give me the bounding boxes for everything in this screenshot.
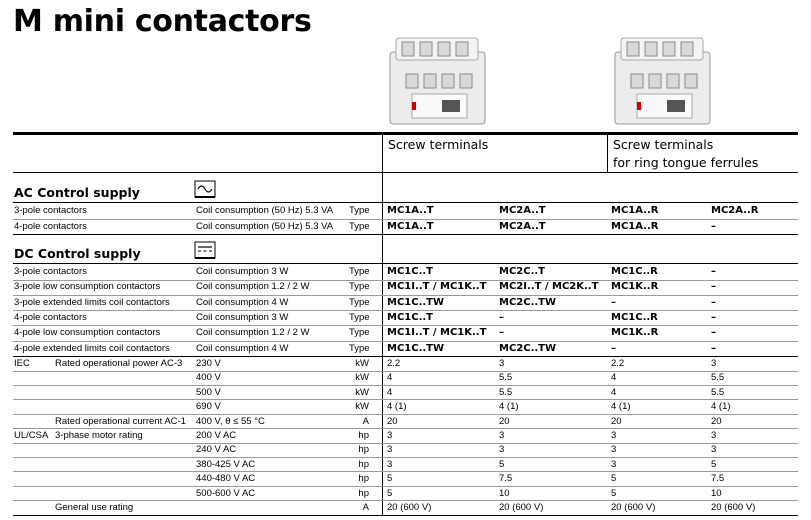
header-rule [13,132,798,135]
cell-mc1-ring: 2.2 [611,358,625,369]
row-label: 3-pole low consumption contactors [14,281,161,293]
row-rule [13,515,798,516]
cell-mc2-ring: 5 [711,458,717,470]
table-row [0,472,811,486]
section-dc-title: DC Control supply [14,246,141,261]
table-row [0,429,811,443]
cell-mc1-screw: MC1A..T [387,220,434,232]
cell-mc1-screw: MC1A..T [387,205,434,216]
cell-mc1-ring: MC1K..R [611,281,659,293]
table-row [0,296,811,310]
cell-mc1-screw: 3 [387,458,393,470]
cell-mc2-screw: 5.5 [499,372,513,384]
cell-mc2-ring: – [711,296,716,308]
row-label: Rated operational power AC-3 [55,358,183,369]
row-description: Coil consumption (50 Hz) 5.3 VA [196,220,334,232]
cell-mc2-ring: – [711,281,716,293]
cell-mc2-screw: – [499,311,504,323]
table-row [0,458,811,472]
cell-mc1-screw: MC1C..TW [387,342,445,354]
cell-mc1-ring: 3 [611,430,617,441]
table-row [0,311,811,325]
table-row [0,342,811,356]
cell-mc2-ring: – [711,311,716,323]
cell-mc1-ring: 5 [611,473,617,485]
cell-mc1-screw: MC1I..T / MC1K..T [387,281,487,293]
row-description: 240 V AC [196,444,237,456]
cell-mc2-screw: 3 [499,358,505,369]
row-unit: Type [349,281,370,293]
cell-mc2-screw: 3 [499,430,505,441]
cell-mc1-ring: MC1A..R [611,205,659,216]
table-row [0,280,811,294]
cell-mc2-ring: – [711,266,716,277]
row-description: 200 V AC [196,430,237,441]
row-unit: kW [355,358,369,369]
ac-waveform-icon [193,178,219,202]
row-unit: Type [349,342,370,354]
row-label: 4-pole extended limits coil contactors [14,342,170,354]
contactor-ring-terminal-image [607,30,717,130]
cell-mc1-screw: 4 [387,372,393,384]
row-unit: kW [355,372,369,384]
row-unit: hp [358,430,369,441]
table-row [0,220,811,234]
cell-mc2-screw: 3 [499,444,505,456]
row-label: 3-phase motor rating [55,430,143,441]
cell-mc2-screw: 5.5 [499,386,513,398]
row-description: 500 V [196,386,221,398]
row-description: 400 V [196,372,221,384]
cell-mc1-screw: 20 (600 V) [387,502,432,513]
cell-mc1-ring: 3 [611,458,617,470]
cell-mc2-screw: MC2I..T / MC2K..T [499,281,599,293]
row-description: 440-480 V AC [196,473,256,485]
header-bottom-rule [13,172,798,173]
row-description: Coil consumption 4 W [196,296,289,308]
row-description: 230 V [196,358,221,369]
cell-mc2-ring: 5.5 [711,386,725,398]
table-row [0,204,811,218]
cell-mc2-screw: MC2C..TW [499,296,557,308]
cell-mc1-ring: MC1C..R [611,311,658,323]
cell-mc2-ring: – [711,220,716,232]
row-description: 690 V [196,401,221,413]
row-label: 3-pole contactors [14,266,87,277]
row-label: 3-pole contactors [14,205,87,216]
row-unit: kW [355,386,369,398]
row-unit: hp [358,444,369,456]
cell-mc1-screw: MC1I..T / MC1K..T [387,327,487,339]
table-row [0,443,811,457]
dc-supply-icon [193,239,219,263]
row-label: 4-pole contactors [14,220,87,232]
cell-mc1-ring: 4 [611,372,617,384]
cell-mc2-screw: MC2C..TW [499,342,557,354]
cell-mc2-screw: 20 (600 V) [499,502,544,513]
row-standard: UL/CSA [14,430,49,441]
cell-mc1-screw: 4 (1) [387,401,407,413]
table-row [0,386,811,400]
cell-mc1-ring: – [611,342,616,354]
cell-mc1-ring: MC1A..R [611,220,659,232]
row-description: Coil consumption (50 Hz) 5.3 VA [196,205,334,216]
row-unit: hp [358,487,369,499]
row-unit: hp [358,458,369,470]
row-description: 500-600 V AC [196,487,256,499]
cell-mc1-screw: MC1C..TW [387,296,445,308]
cell-mc1-ring: 20 [611,415,622,427]
cell-mc1-ring: MC1K..R [611,327,659,339]
cell-mc2-screw: 10 [499,487,510,499]
cell-mc2-ring: 5.5 [711,372,725,384]
cell-mc1-screw: MC1C..T [387,266,434,277]
cell-mc1-ring: 20 (600 V) [611,502,656,513]
cell-mc2-ring: 20 [711,415,722,427]
cell-mc2-ring: 3 [711,358,717,369]
row-description: 400 V, θ ≤ 55 °C [196,415,265,427]
section-ac-title: AC Control supply [14,185,140,200]
row-label: 4-pole contactors [14,311,87,323]
col-header-screw: Screw terminals [388,137,489,152]
cell-mc2-ring: 7.5 [711,473,725,485]
cell-mc1-screw: 5 [387,473,393,485]
cell-mc1-ring: 5 [611,487,617,499]
cell-mc2-screw: 5 [499,458,505,470]
table-row [0,400,811,414]
cell-mc1-ring: – [611,296,616,308]
row-unit: Type [349,220,370,232]
cell-mc1-screw: 20 [387,415,398,427]
row-unit: A [362,415,369,427]
row-description: Coil consumption 4 W [196,342,289,354]
col-header-ring-1: Screw terminals [613,137,714,152]
row-unit: Type [349,311,370,323]
cell-mc2-ring: 3 [711,430,717,441]
row-description: Coil consumption 3 W [196,311,289,323]
page-title: M mini contactors [13,4,312,39]
row-unit: A [362,502,369,513]
col-header-ring-2: for ring tongue ferrules [613,155,759,170]
row-description: Coil consumption 1.2 / 2 W [196,327,310,339]
table-row [0,415,811,429]
cell-mc2-screw: 4 (1) [499,401,519,413]
row-label: 3-pole extended limits coil contactors [14,296,170,308]
row-description: Coil consumption 1.2 / 2 W [196,281,310,293]
row-standard: IEC [14,358,30,369]
table-row [0,326,811,340]
table-row [0,487,811,501]
cell-mc2-screw: 20 [499,415,510,427]
cell-mc1-screw: 3 [387,430,393,441]
row-unit: kW [355,401,369,413]
ac-section-rule [13,202,798,203]
cell-mc2-screw: MC2A..T [499,220,546,232]
cell-mc2-ring: MC2A..R [711,205,759,216]
contactor-screw-terminal-image [382,30,492,130]
cell-mc1-screw: 3 [387,444,393,456]
column-divider-2 [607,135,608,173]
cell-mc2-ring: – [711,327,716,339]
cell-mc1-screw: MC1C..T [387,311,434,323]
cell-mc2-ring: 10 [711,487,722,499]
row-label: General use rating [55,502,134,513]
cell-mc1-screw: 5 [387,487,393,499]
row-label: Rated operational current AC-1 [55,415,186,427]
table-row [0,265,811,279]
cell-mc1-screw: 4 [387,386,393,398]
table-row [0,357,811,371]
cell-mc2-screw: MC2C..T [499,266,546,277]
cell-mc2-screw: – [499,327,504,339]
table-row [0,501,811,515]
row-unit: Type [349,205,370,216]
dc-section-rule [13,263,798,264]
cell-mc1-ring: 4 [611,386,617,398]
cell-mc1-ring: 4 (1) [611,401,631,413]
table-row [0,371,811,385]
row-unit: Type [349,266,370,277]
row-unit: Type [349,296,370,308]
cell-mc2-screw: 7.5 [499,473,513,485]
row-description: Coil consumption 3 W [196,266,289,277]
cell-mc2-ring: 3 [711,444,717,456]
row-unit: Type [349,327,370,339]
cell-mc2-ring: – [711,342,716,354]
row-unit: hp [358,473,369,485]
cell-mc2-ring: 20 (600 V) [711,502,756,513]
cell-mc1-ring: MC1C..R [611,266,658,277]
cell-mc2-screw: MC2A..T [499,205,546,216]
row-label: 4-pole low consumption contactors [14,327,161,339]
row-rule [13,234,798,235]
cell-mc2-ring: 4 (1) [711,401,731,413]
cell-mc1-screw: 2.2 [387,358,401,369]
cell-mc1-ring: 3 [611,444,617,456]
row-description: 380-425 V AC [196,458,256,470]
